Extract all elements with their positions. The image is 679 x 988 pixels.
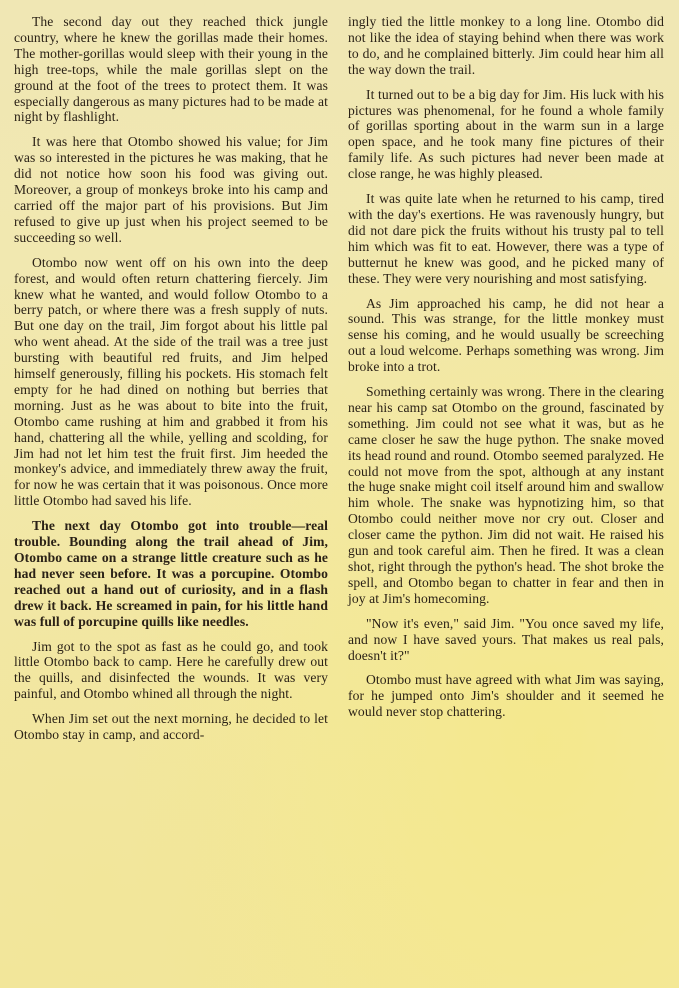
right-column xyxy=(348,14,664,729)
paragraph: Jim got to the spot as fast as he could go, and took little Otombo back to camp. Here he carefully drew out the quills, and disinfected the wounds. It was very painful, and Otombo whined all through the night. xyxy=(14,638,328,702)
print-specks xyxy=(326,530,348,660)
paragraph: Otombo now went off on his own into the deep forest, and would often return chattering fiercely. Jim knew what he wanted, and would follow Otombo to a berry patch, or where there was a fresh supply of nuts. But one day on the trail, Jim forgot about his little pal who went ahead. At the side of the trail was a tree just bursting with beautiful red fruits, and Jim helped himself generously, filling his pockets. His stomach felt empty for he had dined on nothing but berries that morning. Just as he was about to bite into the fruit, Otombo came rushing at him and grabbed it from his hand, chattering all the while, yelling and scolding, for Jim had not let him test the fruit first. Jim heeded the monkey's advice, and immediately threw away the fruit, for now he was certain that it was poisonous. Once more little Otombo had saved his life. xyxy=(14,254,328,509)
paragraph: It turned out to be a big day for Jim. His luck with his pictures was phenomenal, for he found a whole family of gorillas sporting about in the warm sun in a large open space, and he took many fine pictures of their family life. As such pictures had never been made at close range, he was highly pleased. xyxy=(348,86,664,182)
paragraph: The next day Otombo got into trouble—real trouble. Bounding along the trail ahead of Jim, Otombo came on a strange little creature such as he had never seen before. It was a porcupine. Otombo reached out a hand out of curiosity, and in a flash drew it back. He screamed in pain, for his little hand was full of porcupine quills like needles. xyxy=(14,518,328,629)
paragraph: "Now it's even," said Jim. "You once saved my life, and now I have saved yours. That makes us real pals, doesn't it?" xyxy=(348,615,664,663)
paragraph: When Jim set out the next morning, he decided to let Otombo stay in camp, and accord- xyxy=(14,711,328,743)
paragraph: The second day out they reached thick jungle country, where he knew the gorillas made their homes. The mother-gorillas would sleep with their young in the high tree-tops, while the male gorillas slept on the ground at the foot of the trees to protect them. It was especially dangerous as many pictures had to be made at night by flashlight. xyxy=(14,14,328,125)
left-column xyxy=(14,14,328,752)
paragraph: Something certainly was wrong. There in the clearing near his camp sat Otombo on the ground, fascinated by something. Jim could not see what it was, but as he came closer he saw the huge python. The snake moved its head round and round. Otombo seemed paralyzed. He could not move from the spot, although at any instant the huge snake might coil itself around him and swallow him whole. The snake was hypnotizing him, so that Otombo could neither move nor cry out. Closer and closer came the python. Jim did not wait. He raised his gun and took careful aim. Then he fired. It was a clean shot, right through the python's head. The shot broke the spell, and Otombo began to chatter in fear and then in joy at Jim's homecoming. xyxy=(348,384,664,606)
paragraph: As Jim approached his camp, he did not hear a sound. This was strange, for the little monkey must sense his coming, and he would usually be screeching out a loud welcome. Perhaps something was wrong. Jim broke into a trot. xyxy=(348,295,664,375)
paragraph: It was here that Otombo showed his value; for Jim was so interested in the pictures he was making, that he did not notice how soon his food was giving out. Moreover, a group of monkeys broke into his camp and carried off the major part of his provisions. But Jim refused to give up just when his project seemed to be succeeding so well. xyxy=(14,134,328,245)
paragraph: Otombo must have agreed with what Jim was saying, for he jumped onto Jim's shoulder and it seemed he would never stop chattering. xyxy=(348,672,664,720)
paragraph-continuation: ingly tied the little monkey to a long line. Otombo did not like the idea of staying behind when there was work to do, and he complained bitterly. Jim could hear him all the way down the trail. xyxy=(348,14,664,77)
paragraph: It was quite late when he returned to his camp, tired with the day's exertions. He was ravenously hungry, but did not dare pick the fruits without his trusty pal to tell him which was fit to eat. However, there was a type of butternut he knew was good, and he picked many of these. They were very nourishing and most satisfying. xyxy=(348,191,664,286)
